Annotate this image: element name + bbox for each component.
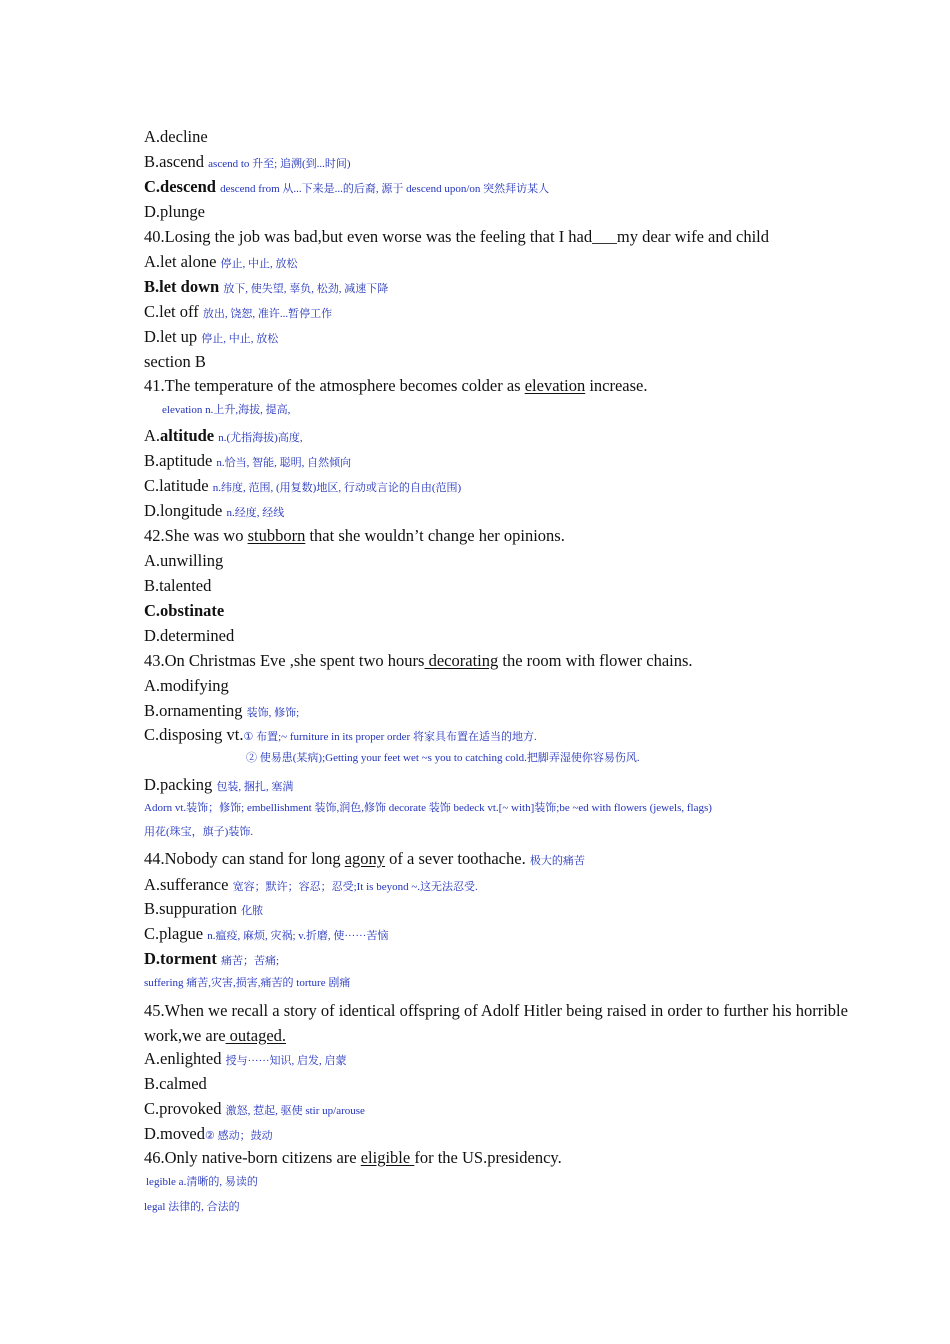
text-line: [144, 625, 870, 647]
text-span: A.let alone: [144, 252, 221, 271]
text-line: [144, 226, 870, 248]
text-span: A.modifying: [144, 676, 229, 695]
text-line: [144, 898, 870, 922]
text-span: A.sufferance: [144, 875, 233, 894]
text-span: D.torment: [144, 949, 221, 968]
text-line: [144, 600, 870, 622]
annotation-text: 授与······知识, 启发, 启蒙: [225, 1055, 347, 1067]
text-span: B.ornamenting: [144, 701, 247, 720]
text-line: [144, 176, 870, 200]
text-span: that she wouldn’t change her opinions.: [305, 526, 565, 545]
annotation-text: suffering 痛苦,灾害,损害,痛苦的 torture 剧痛: [144, 977, 351, 989]
text-span: C.obstinate: [144, 601, 225, 620]
annotation-text: n.瘟疫, 麻烦, 灾祸; v.折磨, 使······苦恼: [207, 930, 389, 942]
text-span: C.disposing vt.: [144, 725, 244, 744]
underlined-word: stubborn: [247, 526, 306, 545]
text-span: increase.: [585, 376, 648, 395]
text-line: [246, 750, 870, 766]
text-line: [144, 650, 870, 672]
text-span: A.enlighted: [144, 1049, 226, 1068]
text-span: 44.Nobody can stand for long: [144, 849, 345, 868]
annotation-text: 停止, 中止, 放松: [201, 333, 279, 345]
text-span: B.ascend: [144, 152, 209, 171]
annotation-text: ① 布置;~ furniture in its proper order 将家具布置在适当的地方.: [243, 731, 537, 743]
text-line: [144, 326, 870, 350]
text-line: [144, 675, 870, 697]
text-line: [144, 923, 870, 947]
text-span: 45.When we recall a story of identical offspring of Adolf Hitler being raised in order to further his horrible work,we are: [144, 1001, 848, 1045]
text-line: [144, 1073, 870, 1095]
annotation-text: 宽容；默许；容忍；忍受;It is beyond ~.这无法忍受.: [232, 881, 478, 893]
text-line: [144, 351, 870, 373]
annotation-text: n.纬度, 范围, (用复数)地区, 行动或言论的自由(范围): [212, 482, 462, 494]
text-line: [146, 1174, 870, 1190]
annotation-text: legal 法律的, 合法的: [144, 1201, 240, 1213]
underlined-word: decorating: [424, 651, 499, 670]
text-span: B.calmed: [144, 1074, 207, 1093]
text-span: A.unwilling: [144, 551, 224, 570]
text-line: [144, 450, 870, 474]
annotation-text: 放出, 饶恕, 准许...暂停工作: [202, 308, 333, 320]
text-span: B.aptitude: [144, 451, 217, 470]
text-span: B.let down: [144, 277, 224, 296]
text-line: [144, 276, 870, 300]
text-line: [144, 1199, 870, 1215]
text-line: [144, 251, 870, 275]
annotation-text: n.(尤指海拔)高度,: [218, 432, 303, 444]
text-span: D.let up: [144, 327, 202, 346]
text-span: D.moved: [144, 1124, 205, 1143]
text-span: B.suppuration: [144, 899, 242, 918]
text-span: D.determined: [144, 626, 235, 645]
text-span: the room with flower chains.: [498, 651, 693, 670]
text-span: altitude: [160, 426, 215, 445]
text-span: B.talented: [144, 576, 212, 595]
text-line: [144, 1098, 870, 1122]
text-span: C.plague: [144, 924, 208, 943]
annotation-text: 痛苦；苦痛;: [220, 955, 280, 967]
text-line: [144, 201, 870, 223]
text-line: [144, 975, 870, 991]
annotation-text: elevation n.上升,海拔, 提高,: [162, 404, 291, 416]
text-line: [144, 998, 870, 1048]
text-line: [144, 425, 870, 449]
text-span: 40.Losing the job was bad,but even worse was the feeling that I had___my dear wife and child: [144, 227, 769, 246]
text-line: [144, 824, 870, 840]
text-span: C.latitude: [144, 476, 213, 495]
text-line: [144, 800, 870, 816]
text-span: for the US.presidency.: [414, 1148, 562, 1167]
annotation-text: 包装, 捆扎, 塞满: [216, 781, 294, 793]
text-line: [144, 575, 870, 597]
text-line: [144, 550, 870, 572]
annotation-text: ② 感动；鼓动: [204, 1130, 273, 1142]
text-line: [144, 1123, 870, 1147]
annotation-text: ascend to 升至; 追溯(到...时间): [208, 158, 351, 170]
text-span: D.longitude: [144, 501, 227, 520]
text-line: [144, 1147, 870, 1169]
text-line: [144, 375, 870, 397]
text-line: [144, 874, 870, 898]
text-line: [144, 1048, 870, 1072]
annotation-text: descend from 从...下来是...的后裔, 源于 descend upon/on 突然拜访某人: [220, 183, 550, 195]
text-span: C.let off: [144, 302, 203, 321]
text-line: [144, 475, 870, 499]
underlined-word: elevation: [524, 376, 586, 395]
annotation-text: 停止, 中止, 放松: [220, 258, 298, 270]
text-span: D.plunge: [144, 202, 205, 221]
text-line: [144, 525, 870, 547]
text-span: A.: [144, 426, 161, 445]
annotation-text: 化脓: [241, 905, 264, 917]
annotation-text: 激怒, 惹起, 驱使 stir up/arouse: [225, 1105, 365, 1117]
text-line: [144, 948, 870, 972]
annotation-text: 装饰, 修饰;: [246, 707, 300, 719]
annotation-text: n.经度, 经线: [226, 507, 285, 519]
text-span: 42.She was wo: [144, 526, 248, 545]
text-line: [144, 301, 870, 325]
text-line: [144, 724, 870, 748]
text-span: section B: [144, 352, 206, 371]
annotation-text: 用花(珠宝，旗子)装饰.: [144, 826, 254, 838]
annotation-text: 极大的痛苦: [529, 855, 585, 867]
text-span: A.decline: [144, 127, 208, 146]
text-line: [144, 500, 870, 524]
text-line: [144, 126, 870, 148]
underlined-word: agony: [344, 849, 386, 868]
text-span: 41.The temperature of the atmosphere becomes colder as: [144, 376, 525, 395]
text-line: [144, 774, 870, 798]
text-span: of a sever toothache.: [385, 849, 530, 868]
text-span: D.packing: [144, 775, 217, 794]
text-line: [162, 402, 870, 418]
text-line: [144, 700, 870, 724]
underlined-word: outaged.: [225, 1026, 287, 1045]
text-span: 46.Only native-born citizens are: [144, 1148, 361, 1167]
text-span: 43.On Christmas Eve ,she spent two hours: [144, 651, 425, 670]
annotation-text: legible a.清晰的, 易读的: [146, 1176, 258, 1188]
annotation-text: 放下, 使失望, 辜负, 松劲, 减速下降: [223, 283, 389, 295]
underlined-word: eligible: [360, 1148, 415, 1167]
text-span: C.provoked: [144, 1099, 226, 1118]
annotation-text: Adorn vt.装饰；修饰; embellishment 装饰,润色,修饰 decorate 装饰 bedeck vt.[~ with]装饰;be ~ed with flowers (jewels, flags): [144, 802, 712, 814]
annotation-text: ② 使易患(某病);Getting your feet wet ~s you to catching cold.把脚弄湿使你容易伤风.: [246, 752, 640, 764]
text-span: C.descend: [144, 177, 221, 196]
text-line: [144, 151, 870, 175]
annotation-text: n.恰当, 智能, 聪明, 自然倾向: [216, 457, 352, 469]
text-line: [144, 848, 870, 872]
